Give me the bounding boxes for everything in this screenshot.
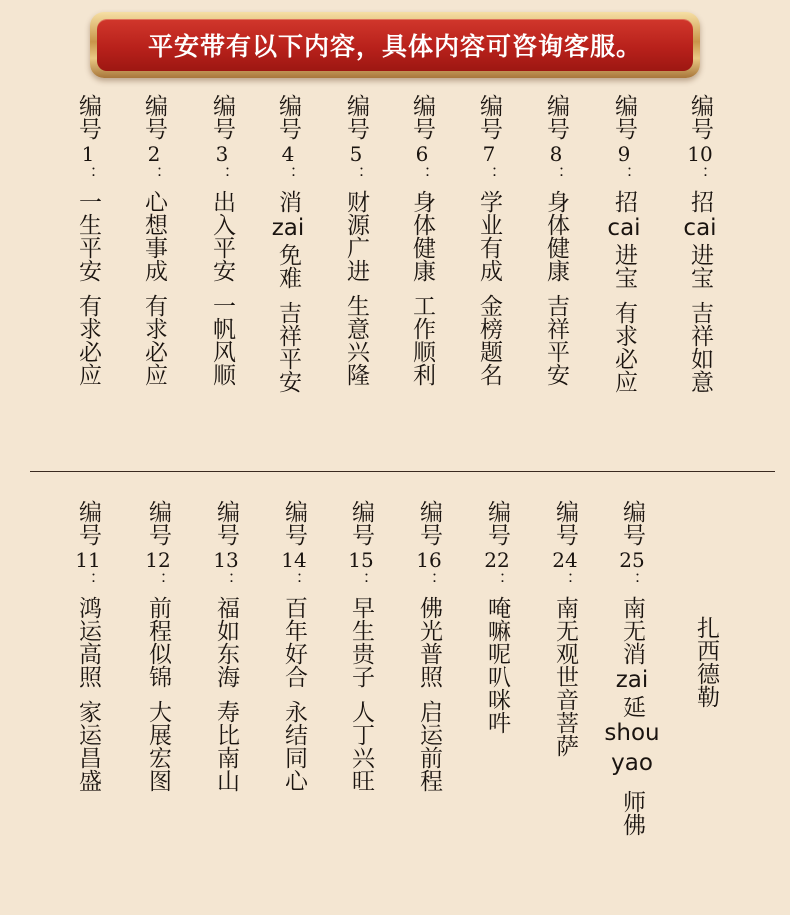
blessing-char: 无 [619,619,645,642]
item-number: 14 [281,548,307,572]
blessing-char: 世 [552,665,578,688]
blessing-char: shou [604,720,660,746]
blessing-char: 寿 [213,700,239,723]
blessing-char: 年 [281,619,307,642]
blessing-char: 南 [619,596,645,619]
blessing-char: 康 [409,259,435,282]
blessing-char: 广 [343,236,369,259]
blessing-char: zai [615,667,649,693]
blessing-char: 招 [686,190,713,213]
number-label: 编号 [209,94,235,140]
extra-phrase [691,616,721,708]
phrase-2 [407,294,437,386]
number-label: 编号 [619,500,645,546]
blessing-char: cai [683,215,717,241]
blessing-char: 锦 [145,665,171,688]
blessing-char: 平 [275,347,301,370]
colon-mark: ： [691,166,710,182]
blessing-char: 运 [75,619,101,642]
blessing-char: 顺 [209,363,235,386]
colon-mark: ： [480,166,499,182]
blessing-char: 似 [145,642,171,665]
blessing-char: 一 [75,190,101,213]
colon-mark: ： [213,166,232,182]
blessing-char: 源 [343,213,369,236]
blessing-char: 健 [409,236,435,259]
number-label: 编号 [476,94,502,140]
blessing-char: 嘛 [484,619,510,642]
colon-mark: ： [547,166,566,182]
blessing-char: 财 [343,190,369,213]
colon-mark: ： [285,572,304,588]
blessing-char: 成 [476,259,502,282]
blessing-char: 福 [213,596,239,619]
item-number: 10 [687,142,713,166]
blessing-char: 山 [213,769,239,792]
blessing-char: 身 [543,190,569,213]
blessing-char: 如 [687,347,713,370]
blessing-char: 平 [209,236,235,259]
blessing-char: 工 [409,294,435,317]
blessing-char: 祥 [275,324,301,347]
header-banner [90,12,700,78]
blessing-char: 意 [687,370,713,393]
blessing-char: 生 [343,294,369,317]
blessing-char: 普 [416,642,442,665]
blessing-char: 高 [75,642,101,665]
colon-mark: ： [347,166,366,182]
blessing-char: 扎 [693,616,719,639]
blessing-char: 康 [543,259,569,282]
number-label: 编号 [75,500,101,546]
blessing-char: 消 [275,190,301,213]
blessing-column-4 [264,94,312,393]
blessing-column-9 [600,94,648,393]
blessing-char: 旺 [348,769,374,792]
blessing-char: 大 [145,700,171,723]
blessing-column-10 [676,94,724,393]
blessing-char: 照 [75,665,101,688]
blessing-char: 祥 [687,324,713,347]
blessing-char: 前 [416,746,442,769]
phrase-1 [683,190,716,289]
blessing-char: 吉 [275,301,301,324]
phrase-1 [73,596,103,688]
blessing-char: 兴 [348,746,374,769]
blessing-char: 德 [693,662,719,685]
phrase-1 [407,190,437,282]
blessing-char: 海 [213,665,239,688]
banner-title: 平安带有以下内容，具体内容可咨询客服。 [147,32,642,61]
blessing-column-extra [682,616,730,708]
blessing-char: 必 [141,340,167,363]
phrase-2 [73,294,103,386]
colon-mark: ： [79,572,98,588]
number-label: 编号 [275,94,301,140]
number-label: 编号 [348,500,374,546]
phrase-1 [279,596,309,688]
item-number: 6 [415,142,429,166]
blessing-char: 身 [409,190,435,213]
blessing-char: 想 [141,213,167,236]
blessing-char: 名 [476,363,502,386]
blessing-column-14 [270,500,318,792]
item-number: 12 [145,548,171,572]
item-number: 9 [617,142,631,166]
blessing-char: 光 [416,619,442,642]
blessing-char: 题 [476,340,502,363]
blessing-column-2 [130,94,178,386]
item-number: 5 [349,142,363,166]
blessing-char: 金 [476,294,502,317]
banner-red-panel [97,19,693,71]
blessing-column-13 [202,500,250,792]
blessing-char: 宝 [610,266,637,289]
blessing-char: 安 [543,363,569,386]
colon-mark: ： [556,572,575,588]
blessing-char: 隆 [343,363,369,386]
item-number: 3 [215,142,229,166]
blessing-char: 勒 [693,685,719,708]
blessing-char: 招 [610,190,637,213]
blessing-char: 必 [611,347,637,370]
blessing-char: 生 [348,619,374,642]
blessing-char: 免 [275,243,301,266]
blessing-char: 意 [343,317,369,340]
blessing-char: 观 [552,642,578,665]
phrase-1 [272,190,305,289]
blessing-char: 榜 [476,317,502,340]
phrase-2 [273,301,303,393]
blessing-char: 应 [141,363,167,386]
blessing-char: 心 [281,769,307,792]
blessing-char: 消 [619,642,645,665]
blessing-char: 难 [275,266,301,289]
blessing-char: 叭 [484,665,510,688]
phrase-1 [143,596,173,688]
blessing-column-7 [465,94,513,386]
blessing-char: 丁 [348,723,374,746]
phrase-2 [279,700,309,792]
colon-mark: ： [279,166,298,182]
number-label: 编号 [484,500,510,546]
number-label: 编号 [281,500,307,546]
blessing-char: 南 [213,746,239,769]
blessing-char: 学 [476,190,502,213]
colon-mark: ： [413,166,432,182]
blessing-char: 比 [213,723,239,746]
blessing-char: 吉 [687,301,713,324]
blessing-char: 家 [75,700,101,723]
number-label: 编号 [213,500,239,546]
number-label: 编号 [611,94,637,140]
colon-mark: ： [79,166,98,182]
phrase-2 [617,790,647,836]
blessing-char: 吉 [543,294,569,317]
number-label: 编号 [409,94,435,140]
blessing-char: 求 [611,324,637,347]
blessing-char: 体 [409,213,435,236]
blessing-char: 事 [141,236,167,259]
number-label: 编号 [145,500,171,546]
blessing-char: 贵 [348,642,374,665]
number-label: 编号 [141,94,167,140]
blessing-char: 安 [209,259,235,282]
item-number: 11 [75,548,101,572]
blessing-char: 萨 [552,734,578,757]
blessing-column-16 [405,500,453,792]
blessing-column-3 [198,94,246,386]
blessing-char: 出 [209,190,235,213]
blessing-char: 前 [145,596,171,619]
colon-mark: ： [488,572,507,588]
blessing-char: 运 [416,723,442,746]
item-number: 13 [213,548,239,572]
phrase-1 [607,190,640,289]
item-number: 16 [416,548,442,572]
blessing-column-6 [398,94,446,386]
blessing-char: cai [607,215,641,241]
blessing-char: 作 [409,317,435,340]
blessing-char: 风 [209,340,235,363]
item-number: 8 [549,142,563,166]
blessing-char: 有 [611,301,637,324]
blessing-column-22 [473,500,521,734]
blessing-char: 图 [145,769,171,792]
blessing-char: 一 [209,294,235,317]
blessing-char: 照 [416,665,442,688]
blessing-char: 祥 [543,317,569,340]
phrase-2 [139,294,169,386]
row-divider [30,471,775,472]
phrase-2 [685,301,715,393]
blessing-char: zai [271,215,305,241]
blessing-char: 延 [619,695,645,718]
blessing-char: 有 [476,236,502,259]
blessing-char: 展 [145,723,171,746]
blessing-char: 吽 [484,711,510,734]
blessing-char: 程 [416,769,442,792]
phrase-2 [341,294,371,386]
colon-mark: ： [615,166,634,182]
blessing-column-1 [64,94,112,386]
blessing-char: 永 [281,700,307,723]
item-number: 7 [482,142,496,166]
phrase-2 [73,700,103,792]
blessing-char: 南 [552,596,578,619]
blessing-column-8 [532,94,580,386]
number-label: 编号 [75,94,101,140]
blessing-char: 平 [75,236,101,259]
blessing-column-5 [332,94,380,386]
blessing-char: 呢 [484,642,510,665]
blessing-char: 咪 [484,688,510,711]
blessing-char: 必 [75,340,101,363]
number-label: 编号 [416,500,442,546]
blessing-char: 安 [75,259,101,282]
phrase-1 [550,596,580,757]
blessing-char: 有 [141,294,167,317]
number-label: 编号 [543,94,569,140]
blessing-char: 入 [209,213,235,236]
blessing-column-25 [604,500,660,836]
blessing-column-11 [64,500,112,792]
blessing-char: 生 [75,213,101,236]
blessing-char: 盛 [75,769,101,792]
phrase-2 [541,294,571,386]
blessing-char: 安 [275,370,301,393]
phrase-1 [211,596,241,688]
blessing-char: 佛 [416,596,442,619]
phrase-2 [143,700,173,792]
blessing-char: 有 [75,294,101,317]
blessing-char: 早 [348,596,374,619]
blessing-char: 帆 [209,317,235,340]
blessing-char: 同 [281,746,307,769]
blessing-char: 人 [348,700,374,723]
blessing-char: 师 [619,790,645,813]
blessing-char: 利 [409,363,435,386]
blessing-char: 应 [611,370,637,393]
number-label: 编号 [552,500,578,546]
colon-mark: ： [420,572,439,588]
blessing-column-15 [337,500,385,792]
blessing-column-12 [134,500,182,792]
colon-mark: ： [352,572,371,588]
colon-mark: ： [149,572,168,588]
blessing-char: 唵 [484,596,510,619]
blessing-char: 求 [141,317,167,340]
phrase-1 [73,190,103,282]
item-number: 25 [619,548,645,572]
blessing-char: 进 [610,243,637,266]
blessing-char: 东 [213,642,239,665]
blessing-char: 运 [75,723,101,746]
phrase-1 [139,190,169,282]
blessing-char: 进 [343,259,369,282]
blessing-char: 顺 [409,340,435,363]
phrase-1 [604,596,659,778]
item-number: 4 [281,142,295,166]
number-label: 编号 [687,94,713,140]
item-number: 2 [147,142,161,166]
blessing-char: 进 [686,243,713,266]
blessing-char: 平 [543,340,569,363]
blessing-char: 百 [281,596,307,619]
blessing-char: 菩 [552,711,578,734]
blessing-char: 程 [145,619,171,642]
item-number: 24 [552,548,578,572]
blessing-char: 无 [552,619,578,642]
blessing-char: 业 [476,213,502,236]
blessing-char: 佛 [619,813,645,836]
blessing-char: 西 [693,639,719,662]
phrase-1 [414,596,444,688]
blessing-char: 成 [141,259,167,282]
colon-mark: ： [623,572,642,588]
phrase-1 [541,190,571,282]
phrase-1 [346,596,376,688]
phrase-1 [341,190,371,282]
blessing-char: 宏 [145,746,171,769]
number-label: 编号 [343,94,369,140]
blessing-char: 昌 [75,746,101,769]
item-number: 1 [81,142,95,166]
item-number: 22 [484,548,510,572]
phrase-2 [346,700,376,792]
blessing-char: 宝 [686,266,713,289]
blessing-char: 如 [213,619,239,642]
blessing-char: 应 [75,363,101,386]
phrase-2 [609,301,639,393]
item-number: 15 [348,548,374,572]
blessing-char: 子 [348,665,374,688]
phrase-1 [207,190,237,282]
blessing-char: 心 [141,190,167,213]
phrase-2 [211,700,241,792]
phrase-2 [414,700,444,792]
colon-mark: ： [145,166,164,182]
blessing-char: yao [611,750,653,776]
phrase-1 [474,190,504,282]
blessing-char: 体 [543,213,569,236]
blessing-column-24 [541,500,589,757]
blessing-char: 音 [552,688,578,711]
blessing-char: 健 [543,236,569,259]
colon-mark: ： [217,572,236,588]
blessing-char: 启 [416,700,442,723]
phrase-2 [207,294,237,386]
blessing-char: 好 [281,642,307,665]
blessing-char: 求 [75,317,101,340]
phrase-1 [482,596,512,734]
blessing-char: 兴 [343,340,369,363]
blessing-char: 鸿 [75,596,101,619]
blessing-char: 合 [281,665,307,688]
blessing-char: 结 [281,723,307,746]
phrase-2 [474,294,504,386]
